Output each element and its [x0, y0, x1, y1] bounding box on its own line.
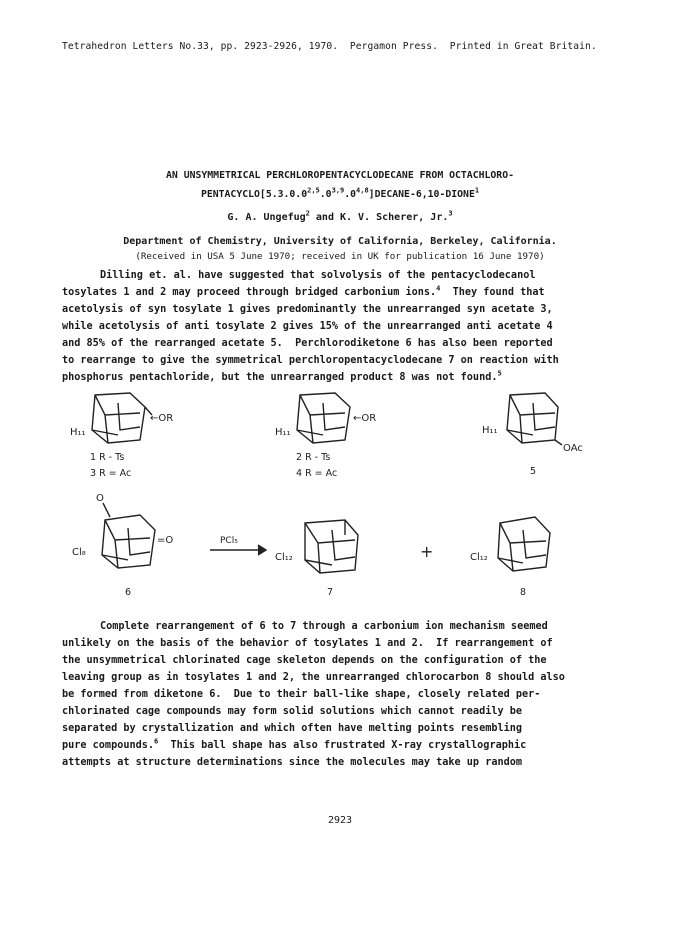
label-8: 8	[520, 587, 527, 598]
para1-line-5: and 85% of the rearranged acetate 5. Perchlorodiketone 6 has also been reported	[62, 338, 553, 349]
c2-h-label: H₁₁	[275, 427, 291, 438]
para2-line-2: unlikely on the basis of the behavior of tosylates 1 and 2. If rearrangement of	[62, 638, 553, 649]
para2-line-1: Complete rearrangement of 6 to 7 through a carbonium ion mechanism seemed	[100, 621, 548, 632]
para1-line-6: to rearrange to give the symmetrical perchloropentacyclodecane 7 on reaction with	[62, 355, 559, 366]
title-line-1: AN UNSYMMETRICAL PERCHLOROPENTACYCLODECANE FROM OCTACHLORO-	[166, 170, 514, 181]
para2-line-8: pure compounds.$^6$ This ball shape has also frustrated X-ray crystallographic	[62, 737, 527, 751]
para1-line-1: Dilling et. al. have suggested that solvolysis of the pentacyclodecanol	[100, 270, 536, 281]
c3-h-label: H₁₁	[482, 425, 498, 436]
para2-line-5: be formed from diketone 6. Due to their ball-like shape, closely related per-	[62, 689, 541, 700]
title-line-2: PENTACYCLO[5.3.0.0$^{2,5}$.0$^{3,9}$.0$^{4,8}$]DECANE-6,10-DIONE$^1$	[200, 186, 480, 200]
structure-8	[498, 517, 550, 571]
c6-cl-label: Cl₈	[72, 547, 86, 558]
para1-line-2: tosylates 1 and 2 may proceed through bridged carbonium ions.$^4$ They found that	[62, 284, 545, 298]
structure-6	[102, 503, 155, 568]
received-dates: (Received in USA 5 June 1970; received in UK for publication 16 June 1970)	[135, 251, 545, 262]
authors: G. A. Ungefug$^2$ and K. V. Scherer, Jr.$^3$	[227, 209, 453, 223]
reagent-label: PCl₅	[220, 536, 238, 546]
para1-line-3: acetolysis of syn tosylate 1 gives predominantly the unrearranged syn acetate 3,	[62, 304, 553, 315]
label-7: 7	[327, 587, 334, 598]
plus-sign: +	[420, 542, 434, 561]
c6-oxo-right: =O	[157, 535, 174, 546]
para2-line-9: attempts at structure determinations since the molecules may take up random	[62, 757, 523, 768]
structure-5	[507, 393, 562, 445]
structure-1-3	[92, 393, 152, 443]
para2-line-3: the unsymmetrical chlorinated cage skeleton depends on the configuration of the	[62, 655, 547, 666]
para1-line-4: while acetolysis of anti tosylate 2 gives 15% of the unrearranged anti acetate 4	[62, 321, 553, 332]
page-number: 2923	[327, 815, 353, 826]
c8-cl-label: Cl₁₂	[470, 552, 488, 563]
c2-or-label: ←OR	[353, 413, 377, 424]
label-3: 3 R = Ac	[90, 468, 132, 479]
structure-7	[305, 520, 358, 573]
reaction-scheme	[0, 385, 680, 615]
c6-oxo-top: O	[96, 493, 104, 504]
label-2: 2 R - Ts	[296, 452, 331, 463]
c1-or-label: ←OR	[150, 413, 174, 424]
para2-line-6: chlorinated cage compounds may form solid solutions which cannot readily be	[62, 706, 523, 717]
label-5: 5	[530, 466, 537, 477]
label-4: 4 R = Ac	[296, 468, 338, 479]
structure-2-4	[297, 393, 350, 443]
label-6: 6	[125, 587, 132, 598]
c1-h-label: H₁₁	[70, 427, 86, 438]
c3-oac-label: OAc	[563, 443, 583, 454]
journal-header: Tetrahedron Letters No.33, pp. 2923-2926, 1970. Pergamon Press. Printed in Great Britain.	[62, 41, 597, 52]
label-1: 1 R - Ts	[90, 452, 125, 463]
affiliation: Department of Chemistry, University of California, Berkeley, California.	[123, 236, 557, 247]
para1-line-7: phosphorus pentachloride, but the unrearranged product 8 was not found.$^5$	[62, 369, 502, 383]
c7-cl-label: Cl₁₂	[275, 552, 293, 563]
para2-line-7: separated by crystallization and which often have melting points resembling	[62, 723, 523, 734]
para2-line-4: leaving group as in tosylates 1 and 2, the unrearranged chlorocarbon 8 should also	[62, 672, 565, 683]
